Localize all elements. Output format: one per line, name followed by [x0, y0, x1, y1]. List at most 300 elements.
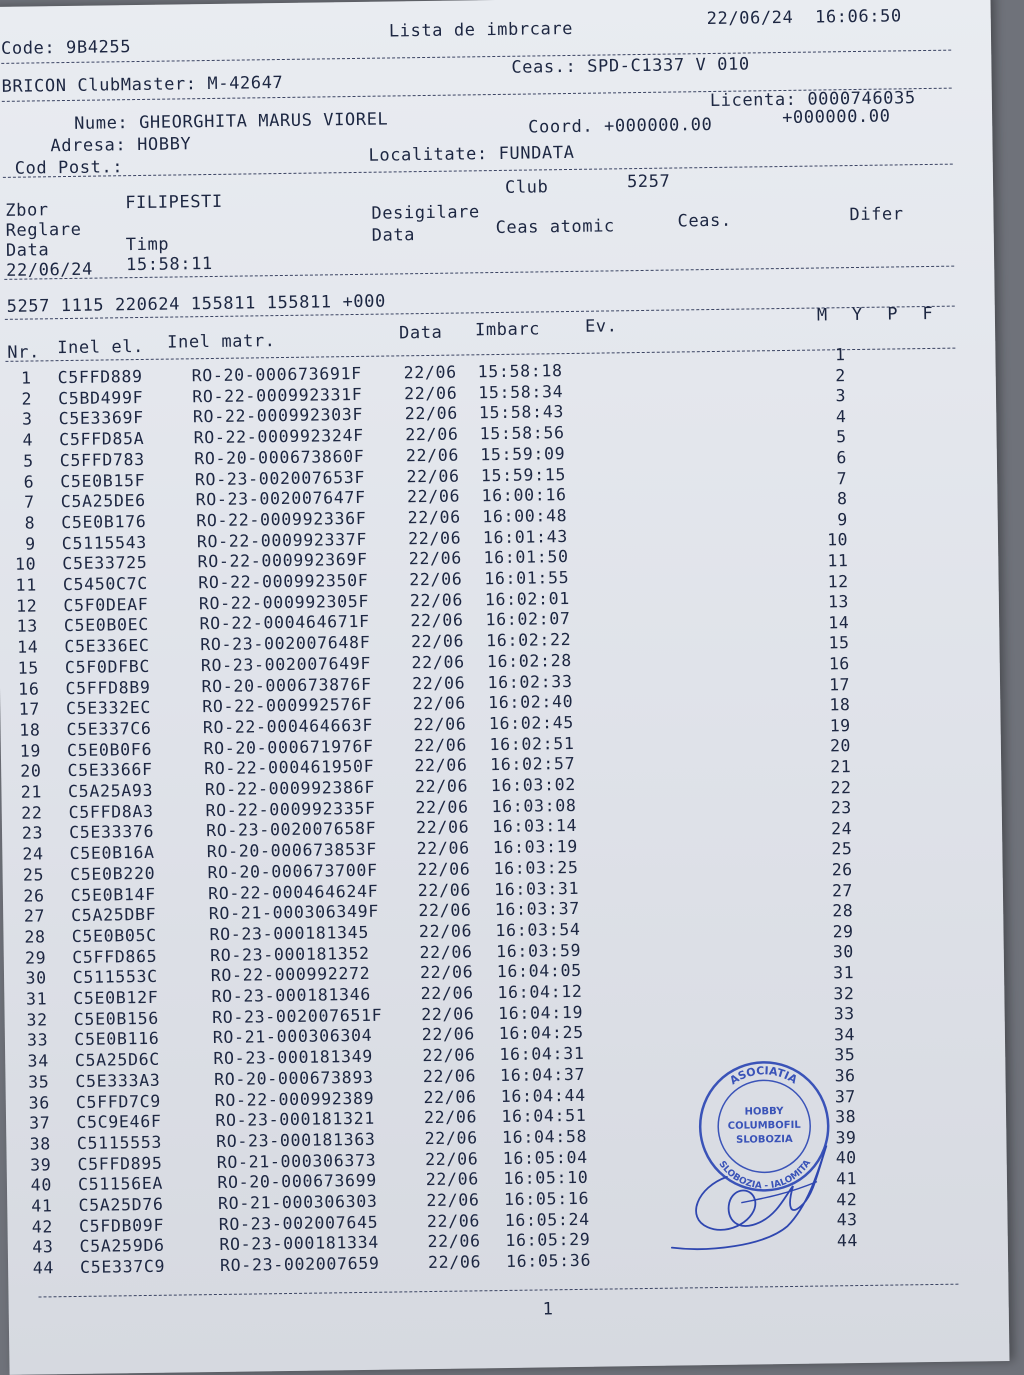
row-number: 41 — [31, 1196, 53, 1216]
basket-date: 22/06 — [408, 548, 463, 569]
m-number: 30 — [832, 942, 854, 962]
basket-date: 22/06 — [419, 942, 473, 962]
basket-time: 16:04:58 — [501, 1126, 588, 1147]
row-number: 35 — [28, 1072, 50, 1092]
electronic-ring: C5E0B176 — [61, 511, 147, 532]
registration-ring: RO-22-000464663F — [202, 715, 374, 738]
basket-date: 22/06 — [408, 528, 462, 548]
registration-ring: RO-22-000992389 — [214, 1088, 375, 1110]
registration-ring: RO-21-000306373 — [216, 1150, 377, 1172]
m-number: 37 — [834, 1086, 856, 1106]
adjust-date: 22/06/24 — [6, 259, 94, 281]
m-number: 32 — [833, 983, 855, 1003]
basket-time: 16:02:45 — [488, 712, 575, 734]
basket-date: 22/06 — [422, 1066, 477, 1086]
electronic-ring: C5E337C9 — [79, 1256, 166, 1278]
registration-ring: RO-23-000181345 — [209, 922, 370, 944]
atomic-clock-label: Ceas atomic — [495, 216, 615, 239]
row-number: 12 — [15, 596, 38, 616]
time-label: Timp — [125, 234, 170, 256]
basket-time: 16:04:19 — [497, 1002, 584, 1023]
registration-ring: RO-22-000992576F — [202, 694, 373, 717]
basket-date: 22/06 — [411, 652, 465, 673]
electronic-ring: C5E0B14F — [70, 884, 156, 905]
basket-date: 22/06 — [406, 486, 461, 507]
basket-date: 22/06 — [416, 838, 470, 859]
basket-date: 22/06 — [406, 466, 460, 486]
electronic-ring: C5E336EC — [64, 635, 150, 657]
m-number: 7 — [836, 468, 848, 488]
basket-date: 22/06 — [412, 693, 467, 714]
basket-date: 22/06 — [420, 983, 474, 1004]
row-number: 1 — [20, 368, 32, 388]
row-number: 4 — [22, 430, 34, 450]
registration-ring: RO-23-002007659 — [219, 1253, 380, 1276]
basket-time: 16:00:48 — [482, 505, 568, 527]
m-number: 4 — [835, 406, 847, 427]
flight-label: Zbor — [5, 200, 49, 221]
col-date: Data — [398, 322, 443, 344]
basket-time: 16:03:31 — [494, 878, 580, 899]
basket-time: 16:02:57 — [490, 754, 576, 775]
postal-code-label: Cod Post.: — [14, 157, 124, 179]
row-number: 29 — [24, 947, 47, 968]
m-number: 27 — [831, 880, 854, 900]
registration-ring: RO-22-000992324F — [193, 425, 364, 448]
m-number: 43 — [836, 1210, 858, 1230]
electronic-ring: C5E0B15F — [60, 470, 146, 491]
document-title: Lista de imbrcare — [388, 18, 574, 42]
registration-ring: RO-23-002007653F — [194, 467, 366, 489]
stamp-line-columbofil: COLUMBOFIL — [727, 1119, 801, 1132]
row-number: 5 — [22, 451, 34, 471]
basket-date: 22/06 — [405, 424, 459, 445]
owner-name: Nume: GHEORGHITA MARUS VIOREL — [73, 109, 389, 134]
basket-time: 16:03:37 — [494, 899, 581, 920]
club-number: 5257 — [626, 171, 671, 193]
stamp-ring-bottom: SLOBOZIA - IALOMITA — [716, 1158, 814, 1192]
row-number: 3 — [21, 409, 33, 430]
registration-ring: RO-22-000461950F — [204, 757, 375, 779]
registration-ring: RO-22-000992305F — [198, 591, 370, 613]
row-number: 25 — [22, 865, 45, 885]
registration-ring: RO-21-000306303 — [217, 1191, 378, 1213]
basket-date: 22/06 — [418, 900, 472, 921]
electronic-ring: C5F0DFBC — [64, 656, 151, 677]
electronic-ring: C5BD499F — [58, 387, 144, 408]
code-label: Code: 9B4255 — [0, 37, 132, 59]
registration-ring: RO-23-002007647F — [195, 488, 366, 510]
electronic-ring: C5E33376 — [69, 822, 155, 843]
electronic-ring: C5E0B12F — [73, 987, 159, 1008]
m-number: 44 — [836, 1230, 858, 1251]
row-number: 32 — [26, 1010, 48, 1030]
col-registration-ring: Inel matr. — [167, 331, 276, 353]
basket-date: 22/06 — [424, 1128, 478, 1148]
clock-id: Ceas.: SPD-C1337 V 010 — [511, 54, 750, 78]
basket-date: 22/06 — [407, 507, 461, 528]
clubmaster-label: BRICON ClubMaster: M-42647 — [1, 72, 284, 97]
basket-date: 22/06 — [425, 1148, 479, 1169]
electronic-ring: C5FFD889 — [57, 366, 143, 388]
registration-ring: RO-23-000181346 — [211, 984, 372, 1007]
electronic-ring: C5E3369F — [58, 408, 144, 429]
registration-ring: RO-22-000464624F — [208, 881, 379, 903]
electronic-ring: C5E0B220 — [70, 863, 156, 884]
m-number: 12 — [827, 571, 849, 592]
m-number: 25 — [831, 839, 853, 859]
row-number: 13 — [16, 616, 39, 637]
basket-time: 16:05:04 — [502, 1147, 588, 1168]
basket-date: 22/06 — [415, 797, 469, 817]
m-number: 3 — [835, 386, 847, 406]
electronic-ring: C51156EA — [77, 1174, 164, 1195]
registration-ring: RO-22-000464671F — [199, 612, 370, 634]
adjust-time: 15:58:11 — [125, 253, 213, 276]
electronic-ring: C5E0B16A — [69, 842, 155, 864]
basket-time: 16:02:51 — [489, 733, 575, 754]
m-number: 33 — [833, 1004, 855, 1024]
registration-ring: RO-22-000992350F — [198, 570, 369, 593]
m-number: 35 — [834, 1045, 856, 1065]
electronic-ring: C5FFD8B9 — [65, 677, 151, 698]
m-number: 9 — [837, 509, 848, 530]
electronic-ring: C5FFD7C9 — [75, 1091, 162, 1112]
locality: Localitate: FUNDATA — [368, 142, 575, 166]
registration-ring: RO-23-000181352 — [210, 943, 370, 965]
row-number: 14 — [17, 637, 39, 657]
m-number: 26 — [831, 860, 853, 880]
row-number: 20 — [20, 761, 42, 782]
owner-address: Adresa: HOBBY — [50, 134, 192, 157]
basket-date: 22/06 — [421, 1024, 476, 1045]
col-nr: Nr. — [7, 342, 40, 363]
stamp-line-hobby: HOBBY — [744, 1106, 784, 1118]
basket-date: 22/06 — [423, 1086, 477, 1107]
row-number: 21 — [20, 782, 43, 802]
unseal-date-label: Data — [371, 225, 416, 246]
basket-time: 16:03:08 — [491, 795, 577, 816]
m-number: 20 — [829, 736, 852, 756]
m-number: 19 — [829, 715, 851, 736]
divider — [3, 164, 953, 178]
row-number: 28 — [24, 927, 46, 947]
row-number: 30 — [25, 968, 47, 988]
basket-date: 22/06 — [418, 921, 473, 942]
row-number: 19 — [19, 741, 42, 761]
row-number: 17 — [18, 699, 41, 719]
basket-time: 16:02:40 — [488, 692, 574, 713]
registration-ring: RO-22-000992337F — [196, 529, 368, 551]
registration-ring: RO-22-000992272 — [210, 964, 371, 986]
basket-time: 16:00:16 — [481, 485, 567, 506]
registration-ring: RO-20-000673853F — [206, 839, 378, 862]
registration-ring: RO-23-002007651F — [212, 1005, 383, 1027]
basket-time: 16:03:54 — [495, 919, 581, 940]
basket-time: 16:05:16 — [503, 1188, 590, 1209]
basket-time: 15:58:56 — [479, 423, 565, 444]
electronic-ring: C5FFD783 — [59, 449, 145, 470]
m-number: 18 — [829, 695, 851, 715]
m-number: 31 — [833, 963, 855, 983]
m-number: 36 — [834, 1066, 856, 1086]
basket-date: 22/06 — [426, 1211, 481, 1231]
registration-ring: RO-23-002007648F — [200, 632, 371, 655]
basket-time: 16:02:07 — [485, 609, 571, 630]
basket-date: 22/06 — [425, 1169, 480, 1190]
col-event: Ev. — [584, 316, 618, 337]
electronic-ring: C5F0DEAF — [63, 594, 149, 615]
basket-time: 16:03:14 — [492, 816, 578, 837]
m-number: 16 — [828, 654, 850, 674]
m-number: 10 — [827, 530, 849, 550]
m-number: 34 — [833, 1024, 856, 1045]
registration-ring: RO-23-000181321 — [215, 1108, 376, 1131]
row-number: 9 — [25, 534, 36, 554]
basket-date: 22/06 — [417, 879, 472, 900]
m-number: 15 — [828, 633, 850, 653]
m-number: 17 — [829, 674, 851, 694]
stamp-line-slobozia: SLOBOZIA — [736, 1133, 793, 1146]
electronic-ring: C5A25A93 — [67, 780, 154, 802]
basket-time: 16:03:02 — [490, 774, 577, 796]
basket-date: 22/06 — [413, 735, 468, 755]
row-number: 8 — [24, 513, 36, 533]
row-number: 31 — [25, 989, 48, 1009]
registration-ring: RO-22-000992336F — [196, 508, 367, 531]
registration-ring: RO-23-000181349 — [213, 1046, 374, 1069]
row-number: 7 — [24, 492, 35, 512]
basket-time: 16:02:33 — [487, 671, 573, 692]
license-number: Licenta: 0000746035 — [709, 88, 916, 112]
row-number: 22 — [21, 803, 43, 823]
electronic-ring: C511553C — [72, 967, 158, 988]
electronic-ring: C5FFD865 — [72, 946, 158, 967]
coordinates-second: +000000.00 — [781, 106, 891, 129]
m-number: 38 — [835, 1107, 857, 1127]
row-number: 44 — [32, 1258, 55, 1278]
basket-date: 22/06 — [426, 1190, 480, 1211]
basket-time: 16:05:29 — [505, 1230, 591, 1251]
m-number: 29 — [832, 921, 854, 942]
registration-ring: RO-20-000673876F — [201, 674, 372, 696]
electronic-ring: C5E0B116 — [74, 1029, 160, 1050]
basket-date: 22/06 — [419, 962, 474, 983]
row-number: 42 — [31, 1216, 54, 1237]
electronic-ring: C5E0B0EC — [63, 615, 150, 636]
basket-time: 15:59:15 — [480, 464, 567, 485]
m-number: 8 — [836, 489, 848, 509]
row-number: 10 — [14, 554, 37, 575]
basket-date: 22/06 — [414, 755, 468, 776]
electronic-ring: C5450C7C — [62, 573, 149, 595]
registration-ring: RO-20-000673700F — [207, 860, 378, 882]
m-number: 14 — [828, 612, 850, 633]
club-label: Club — [504, 177, 549, 198]
coordinates: Coord. +000000.00 — [528, 114, 713, 138]
handwritten-signature — [666, 1105, 843, 1257]
row-number: 6 — [23, 471, 35, 492]
basket-date: 22/06 — [412, 672, 466, 693]
m-number: 28 — [832, 901, 854, 921]
basket-time: 15:58:43 — [478, 402, 565, 423]
basket-time: 16:04:25 — [498, 1023, 584, 1044]
electronic-ring: C5A25D76 — [78, 1194, 164, 1215]
row-number: 18 — [19, 720, 41, 740]
basket-date: 22/06 — [417, 859, 471, 879]
basket-date: 22/06 — [405, 445, 460, 466]
registration-ring: RO-20-000673691F — [191, 363, 362, 386]
divider — [39, 1284, 959, 1298]
registration-ring: RO-20-000673699 — [217, 1171, 378, 1193]
basket-date: 22/06 — [421, 1004, 475, 1024]
electronic-ring: C5E0B05C — [71, 925, 157, 946]
stamp-ring-top: ASOCIATIA — [727, 1064, 800, 1088]
basket-time: 16:02:22 — [486, 630, 572, 651]
registration-ring: RO-22-000992335F — [205, 798, 376, 820]
basket-date: 22/06 — [427, 1231, 481, 1252]
basket-time: 16:05:36 — [505, 1250, 592, 1272]
row-number: 24 — [22, 844, 44, 864]
electronic-ring: C5FFD895 — [77, 1153, 163, 1174]
electronic-ring: C5E0B156 — [73, 1008, 160, 1029]
basket-time: 16:03:25 — [493, 857, 579, 878]
basket-date: 22/06 — [404, 403, 459, 424]
basket-date: 22/06 — [409, 569, 463, 590]
electronic-ring: C5E3366F — [67, 760, 153, 781]
registration-ring: RO-20-000673893 — [213, 1067, 374, 1089]
registration-ring: RO-22-000992331F — [192, 384, 363, 406]
m-number: 22 — [830, 777, 852, 797]
registration-ring: RO-21-000306304 — [212, 1026, 373, 1048]
basket-date: 22/06 — [409, 590, 464, 610]
basket-time: 15:58:18 — [477, 361, 563, 382]
basket-time: 16:02:01 — [484, 588, 571, 609]
basket-time: 16:01:55 — [484, 568, 570, 589]
electronic-ring: C5C9E46F — [76, 1111, 162, 1133]
basket-date: 22/06 — [413, 714, 467, 735]
basket-time: 16:05:10 — [503, 1168, 589, 1189]
m-number: 41 — [835, 1169, 858, 1189]
adjust-label: Reglare — [5, 219, 82, 241]
electronic-ring: C5FFD8A3 — [68, 801, 154, 822]
electronic-ring: C5FDB09F — [78, 1215, 165, 1236]
registration-ring: RO-20-000673860F — [194, 446, 365, 469]
row-number: 33 — [26, 1030, 49, 1051]
basket-time: 16:03:19 — [492, 837, 579, 858]
m-number: 5 — [836, 427, 847, 447]
basket-date: 22/06 — [423, 1107, 478, 1128]
difference-label: Difer — [849, 204, 904, 226]
print-datetime: 22/06/24 16:06:50 — [706, 6, 902, 30]
row-number: 38 — [29, 1134, 52, 1154]
basket-time: 16:04:05 — [496, 961, 583, 982]
row-number: 39 — [30, 1154, 52, 1175]
clock-code-line: 5257 1115 220624 155811 155811 +000 — [6, 291, 387, 317]
basket-time: 16:03:59 — [496, 940, 582, 961]
electronic-ring: C5A259D6 — [79, 1236, 165, 1257]
registration-ring: RO-23-000181363 — [215, 1129, 376, 1151]
registration-ring: RO-22-000992386F — [204, 777, 376, 800]
registration-ring: RO-22-000992369F — [197, 550, 368, 572]
electronic-ring: C5E333A3 — [75, 1070, 161, 1091]
m-number: 13 — [827, 592, 850, 612]
divider — [1, 50, 951, 64]
row-number: 15 — [17, 658, 40, 678]
registration-ring: RO-23-002007649F — [200, 653, 372, 675]
electronic-ring: C5E337C6 — [66, 718, 152, 739]
basket-time: 16:04:12 — [497, 981, 583, 1003]
row-number: 2 — [21, 389, 33, 409]
registration-ring: RO-23-002007658F — [206, 819, 377, 841]
electronic-ring: C5E33725 — [62, 553, 148, 574]
basket-date: 22/06 — [403, 362, 457, 383]
basket-time: 16:01:43 — [482, 526, 569, 547]
col-basketing: Imbarc — [474, 319, 541, 341]
electronic-ring: C5115553 — [76, 1132, 163, 1153]
col-mypf: M Y P F — [816, 303, 935, 326]
registration-ring: RO-23-002007645 — [218, 1212, 379, 1234]
m-number: 39 — [835, 1127, 857, 1148]
row-number: 37 — [29, 1113, 51, 1133]
m-number: 21 — [830, 757, 852, 777]
registration-ring: RO-20-000671976F — [203, 736, 374, 758]
registration-ring: RO-21-000306349F — [208, 901, 380, 924]
basket-time: 16:02:28 — [486, 650, 573, 671]
m-number: 1 — [834, 345, 846, 365]
basket-time: 16:05:24 — [504, 1209, 590, 1230]
basket-time: 15:58:34 — [478, 381, 564, 402]
date-label: Data — [5, 240, 50, 261]
electronic-ring: C5E0B0F6 — [66, 739, 153, 760]
basket-date: 22/06 — [427, 1252, 482, 1273]
electronic-ring: C5A25DBF — [71, 905, 157, 926]
basket-time: 16:04:37 — [499, 1064, 586, 1085]
registration-ring: RO-23-000181334 — [219, 1233, 380, 1255]
basket-date: 22/06 — [410, 631, 465, 652]
electronic-ring: C5FFD85A — [59, 429, 145, 450]
electronic-ring: C5A25DE6 — [60, 491, 147, 512]
row-number: 27 — [23, 906, 46, 926]
unseal-label: Desigilare — [371, 202, 480, 224]
m-number: 11 — [827, 551, 849, 571]
m-number: 2 — [835, 365, 846, 385]
basket-time: 16:04:51 — [501, 1106, 587, 1127]
basket-date: 22/06 — [414, 776, 469, 797]
registration-ring: RO-22-000992303F — [192, 405, 364, 427]
row-number: 16 — [18, 678, 40, 699]
m-number: 24 — [831, 818, 853, 839]
row-number: 26 — [23, 885, 45, 906]
clock-label: Ceas. — [677, 210, 732, 232]
m-number: 42 — [836, 1189, 858, 1209]
basket-time: 16:01:50 — [483, 547, 569, 568]
col-electronic-ring: Inel el. — [57, 336, 145, 359]
basket-date: 22/06 — [410, 610, 464, 631]
row-number: 43 — [32, 1237, 54, 1257]
row-number: 34 — [27, 1051, 50, 1071]
basket-time: 15:59:09 — [480, 443, 566, 465]
electronic-ring: C5115543 — [61, 532, 148, 553]
m-number: 6 — [836, 448, 848, 468]
electronic-ring: C5A25D6C — [74, 1049, 161, 1071]
basket-time: 16:04:31 — [499, 1043, 585, 1065]
basket-time: 16:04:44 — [500, 1085, 586, 1106]
m-number: 40 — [835, 1148, 857, 1168]
basket-date: 22/06 — [422, 1045, 476, 1066]
basket-date: 22/06 — [404, 383, 458, 403]
m-number: 23 — [830, 798, 852, 818]
